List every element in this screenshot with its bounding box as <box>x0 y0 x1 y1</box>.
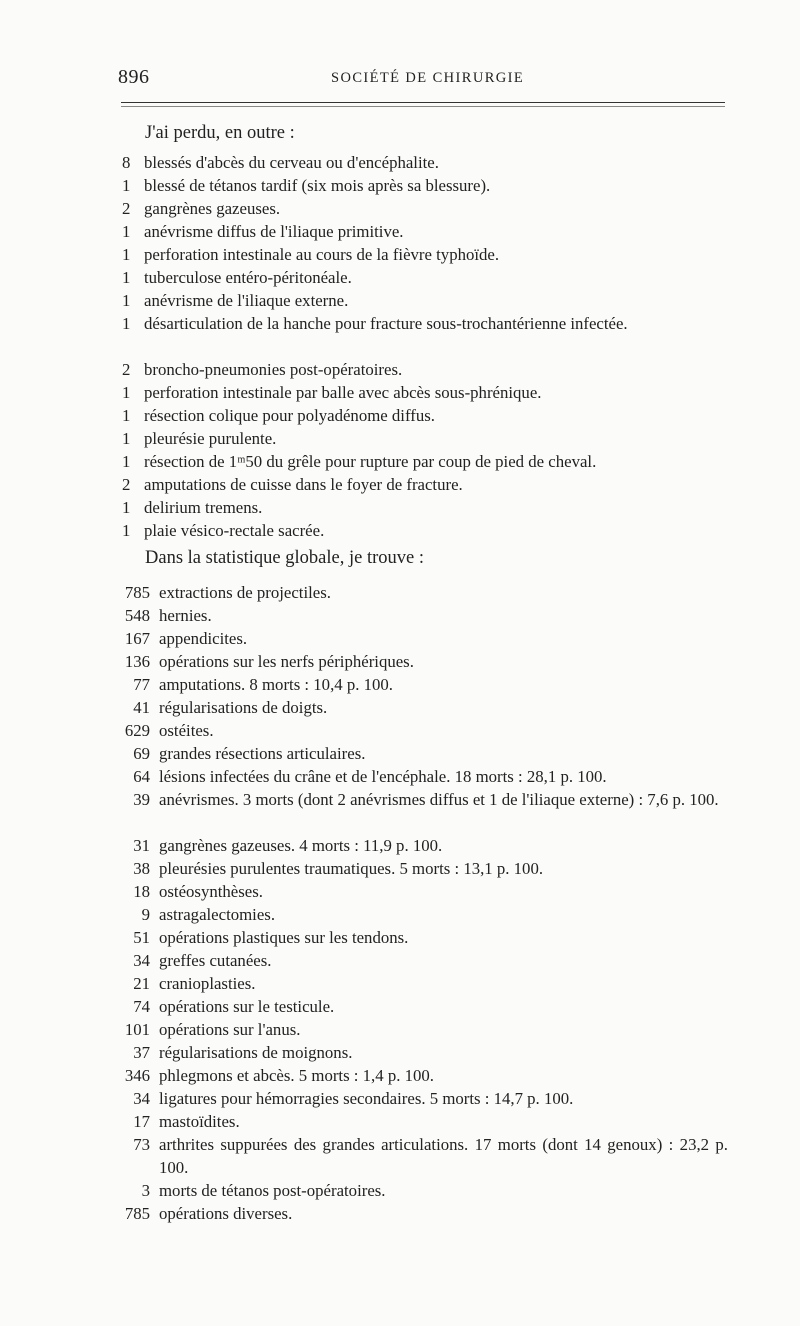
running-head: SOCIÉTÉ DE CHIRURGIE <box>331 70 525 86</box>
item-text: astragalectomies. <box>159 905 276 924</box>
item-count: 167 <box>124 629 150 648</box>
item-count: 37 <box>133 1043 150 1062</box>
item-text: ostéosynthèses. <box>159 882 263 901</box>
list-item <box>0 220 800 243</box>
item-count: 21 <box>133 974 150 993</box>
item-text: delirium tremens. <box>144 498 263 517</box>
list-item <box>0 197 800 220</box>
list-item <box>0 1110 800 1133</box>
item-count: 1 <box>122 383 131 402</box>
list-item <box>0 1041 800 1064</box>
list-item <box>0 151 800 174</box>
list-item <box>0 404 800 427</box>
page-number: 896 <box>118 66 150 88</box>
list-item <box>0 788 800 834</box>
item-text: opérations sur l'anus. <box>159 1020 301 1039</box>
list-item <box>0 1018 800 1041</box>
item-count: 9 <box>141 905 150 924</box>
item-count: 2 <box>122 360 131 379</box>
list-item <box>0 1179 800 1202</box>
item-count: 64 <box>133 767 150 786</box>
item-text: gangrènes gazeuses. 4 morts : 11,9 p. 100. <box>159 836 443 855</box>
list-item <box>0 880 800 903</box>
item-text: cranioplasties. <box>159 974 256 993</box>
losses-list <box>0 151 800 542</box>
item-text: grandes résections articulaires. <box>159 744 366 763</box>
list-item <box>0 312 800 358</box>
list-item <box>0 949 800 972</box>
item-text: anévrisme diffus de l'iliaque primitive. <box>144 222 404 241</box>
list-item <box>0 972 800 995</box>
section-heading-losses: J'ai perdu, en outre : <box>145 123 295 143</box>
item-text: résection colique pour polyadénome diffus. <box>144 406 435 425</box>
list-item <box>0 1202 800 1225</box>
item-text: hernies. <box>159 606 212 625</box>
item-text: extractions de projectiles. <box>159 583 331 602</box>
list-item <box>0 358 800 381</box>
list-item <box>0 381 800 404</box>
list-item <box>0 174 800 197</box>
item-text: gangrènes gazeuses. <box>144 199 281 218</box>
list-item <box>0 857 800 880</box>
item-text: régularisations de doigts. <box>159 698 328 717</box>
item-text: opérations sur le testicule. <box>159 997 335 1016</box>
item-text: régularisations de moignons. <box>159 1043 353 1062</box>
list-item <box>0 289 800 312</box>
list-item <box>0 581 800 604</box>
item-count: 73 <box>133 1135 150 1154</box>
item-count: 1 <box>122 176 131 195</box>
section-heading-global-statistics: Dans la statistique globale, je trouve : <box>145 548 424 568</box>
item-count: 1 <box>122 314 131 333</box>
item-count: 1 <box>122 291 131 310</box>
item-count: 548 <box>124 606 150 625</box>
item-count: 1 <box>122 521 131 540</box>
item-text: opérations plastiques sur les tendons. <box>159 928 409 947</box>
list-item <box>0 1064 800 1087</box>
item-text: amputations. 8 morts : 10,4 p. 100. <box>159 675 393 694</box>
item-count: 31 <box>133 836 150 855</box>
item-text: tuberculose entéro-péritonéale. <box>144 268 352 287</box>
list-item <box>0 719 800 742</box>
item-count: 38 <box>133 859 150 878</box>
list-item <box>0 519 800 542</box>
item-text: broncho-pneumonies post-opératoires. <box>144 360 403 379</box>
item-count: 1 <box>122 245 131 264</box>
list-item <box>0 1087 800 1110</box>
list-item <box>0 473 800 496</box>
header-rule <box>121 102 725 103</box>
item-count: 51 <box>133 928 150 947</box>
item-text: blessés d'abcès du cerveau ou d'encéphalite. <box>144 153 439 172</box>
item-count: 17 <box>133 1112 150 1131</box>
item-count: 1 <box>122 498 131 517</box>
item-text: résection de 1ᵐ50 du grêle pour rupture par coup de pied de cheval. <box>144 452 597 471</box>
item-text: greffes cutanées. <box>159 951 272 970</box>
item-count: 101 <box>124 1020 150 1039</box>
item-count: 2 <box>122 199 131 218</box>
item-text: pleurésies purulentes traumatiques. 5 morts : 13,1 p. 100. <box>159 859 544 878</box>
item-count: 785 <box>124 1204 150 1223</box>
item-count: 2 <box>122 475 131 494</box>
item-text: anévrismes. 3 morts (dont 2 anévrismes diffus et 1 de l'iliaque externe) : 7,6 p. 100. <box>159 790 719 809</box>
item-count: 34 <box>133 951 150 970</box>
list-item <box>0 627 800 650</box>
list-item <box>0 1133 800 1179</box>
item-text: désarticulation de la hanche pour fracture sous-trochantérienne infectée. <box>144 314 628 333</box>
list-item <box>0 834 800 857</box>
item-count: 1 <box>122 429 131 448</box>
item-count: 1 <box>122 406 131 425</box>
global-statistics-list <box>0 581 800 1225</box>
list-item <box>0 903 800 926</box>
item-text: ostéites. <box>159 721 214 740</box>
item-count: 346 <box>124 1066 150 1085</box>
item-text: amputations de cuisse dans le foyer de fracture. <box>144 475 463 494</box>
item-text: plaie vésico-rectale sacrée. <box>144 521 325 540</box>
item-text: appendicites. <box>159 629 248 648</box>
list-item <box>0 427 800 450</box>
list-item <box>0 650 800 673</box>
item-text: phlegmons et abcès. 5 morts : 1,4 p. 100. <box>159 1066 434 1085</box>
item-text: perforation intestinale au cours de la fièvre typhoïde. <box>144 245 500 264</box>
list-item <box>0 926 800 949</box>
item-text: pleurésie purulente. <box>144 429 277 448</box>
item-text: ligatures pour hémorragies secondaires. 5 morts : 14,7 p. 100. <box>159 1089 574 1108</box>
item-count: 1 <box>122 452 131 471</box>
item-count: 785 <box>124 583 150 602</box>
item-text: lésions infectées du crâne et de l'encéphale. 18 morts : 28,1 p. 100. <box>159 767 607 786</box>
item-text: opérations diverses. <box>159 1204 293 1223</box>
list-item <box>0 673 800 696</box>
item-text: opérations sur les nerfs périphériques. <box>159 652 414 671</box>
item-count: 18 <box>133 882 150 901</box>
list-item <box>0 496 800 519</box>
item-count: 34 <box>133 1089 150 1108</box>
list-item <box>0 696 800 719</box>
list-item <box>0 604 800 627</box>
item-count: 629 <box>124 721 150 740</box>
item-text: blessé de tétanos tardif (six mois après sa blessure). <box>144 176 491 195</box>
item-count: 1 <box>122 268 131 287</box>
list-item <box>0 995 800 1018</box>
list-item <box>0 450 800 473</box>
item-count: 8 <box>122 153 131 172</box>
item-count: 41 <box>133 698 150 717</box>
item-text: mastoïdites. <box>159 1112 240 1131</box>
item-count: 39 <box>133 790 150 809</box>
item-count: 136 <box>124 652 150 671</box>
item-count: 1 <box>122 222 131 241</box>
header-rule-thin <box>121 106 725 107</box>
item-count: 69 <box>133 744 150 763</box>
list-item <box>0 765 800 788</box>
list-item <box>0 243 800 266</box>
item-count: 77 <box>133 675 150 694</box>
list-item <box>0 266 800 289</box>
item-text: arthrites suppurées des grandes articulations. 17 morts (dont 14 genoux) : 23,2 p. 100. <box>159 1135 728 1177</box>
item-count: 74 <box>133 997 150 1016</box>
item-text: perforation intestinale par balle avec abcès sous-phrénique. <box>144 383 542 402</box>
list-item <box>0 742 800 765</box>
item-text: morts de tétanos post-opératoires. <box>159 1181 386 1200</box>
item-count: 3 <box>141 1181 150 1200</box>
item-text: anévrisme de l'iliaque externe. <box>144 291 349 310</box>
